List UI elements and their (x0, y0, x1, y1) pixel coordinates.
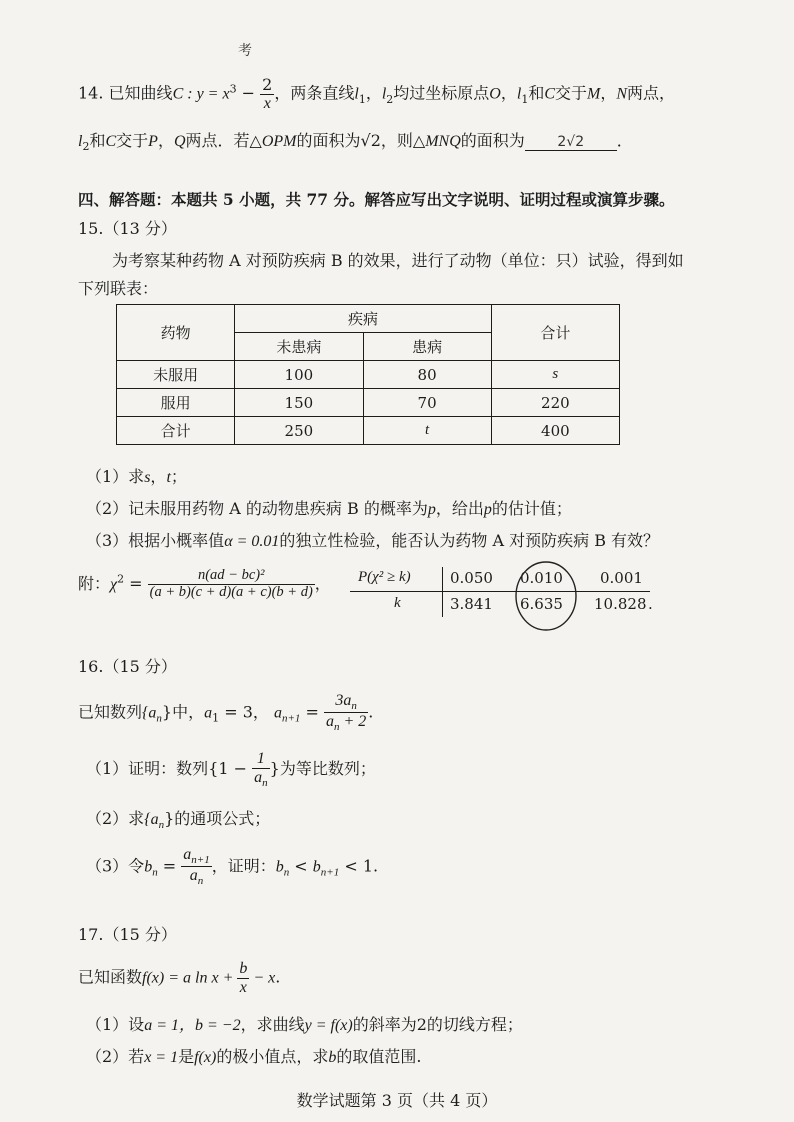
chi-square-fraction (148, 568, 315, 601)
section-heading: 四、解答题：本题共 5 小题，共 77 分。解答应写出文字说明、证明过程或演算步骤。 (78, 190, 675, 209)
header-disease-yes: 患病 (363, 333, 491, 361)
ref-vline (442, 567, 443, 617)
k-value: 10.828 (594, 595, 647, 613)
formula-sep: ， (314, 573, 331, 593)
q15-part2 (86, 496, 572, 519)
var-a: a (204, 704, 213, 722)
q15-text: （1）求 (86, 467, 145, 486)
header-total: 合计 (491, 305, 619, 361)
x-value: x = 1 (144, 1049, 179, 1066)
q15-text: ， (150, 467, 167, 486)
q15-text: ，给出 (435, 499, 484, 518)
sub: n+1 (191, 854, 210, 867)
q14-text: ， (500, 83, 517, 103)
q17-text: 是 (178, 1047, 195, 1066)
q17-part1 (86, 1012, 523, 1035)
recurrence-fraction (324, 692, 368, 734)
var-N: N (616, 85, 628, 103)
question-number: 17.（15 分） (78, 925, 177, 944)
q14-line2 (78, 128, 633, 153)
q14-end: ． (616, 131, 633, 150)
q14-text: 已知曲线 (108, 83, 173, 103)
q16-end: . (368, 702, 374, 722)
q16-text: （3）令 (86, 856, 145, 876)
q14-text: 的面积为 (460, 131, 525, 150)
seq: {a (142, 704, 157, 722)
answer-blank[interactable]: 2√2 (525, 134, 617, 151)
q16-part2 (86, 806, 270, 831)
fraction-denominator (324, 713, 368, 733)
margin-annotation: 考 (238, 43, 252, 59)
equals: = (124, 573, 148, 593)
q16-text: 中， (172, 702, 205, 722)
q17-statement (78, 960, 280, 996)
var-l: l (381, 85, 387, 103)
ref-hline (350, 591, 650, 592)
q14-text: 两点， (627, 83, 676, 103)
table-cell: 250 (235, 417, 363, 445)
q14-text: 和 (528, 83, 545, 103)
sub: 1 (212, 711, 220, 725)
fraction-numerator: 2 (262, 75, 273, 94)
q14-text: 交于 (116, 131, 149, 150)
k-value: 3.841 (450, 595, 493, 613)
q16-text: 的通项公式； (174, 809, 271, 828)
var-l: l (354, 85, 359, 103)
q14-text: 两点．若△ (185, 131, 262, 150)
q14-exp: 3 (229, 82, 237, 96)
q17-text: （1）设 (86, 1015, 145, 1034)
q16-text: （1）证明：数列 (86, 758, 209, 778)
q15-text: 的独立性检验，能否认为药物 A 对预防疾病 B 有效？ (279, 531, 660, 550)
table-cell: t (363, 417, 491, 445)
den-text: a (254, 768, 263, 786)
fraction-denominator: (a + b)(c + d)(a + c)(b + d) (149, 583, 313, 600)
table-cell: 合计 (117, 417, 235, 445)
sub: n (156, 712, 162, 725)
ineq-tail: < 1 (339, 856, 373, 876)
var-MNQ: MNQ (425, 133, 461, 150)
q14-curve: C : y = x (172, 85, 230, 103)
q15-text: ； (170, 467, 187, 486)
chi-symbol: χ (110, 575, 118, 593)
q14-sep: ， (157, 131, 174, 150)
q16-statement (78, 692, 373, 734)
sub: n (334, 721, 340, 734)
var-P: P (148, 133, 158, 150)
fraction-denominator: x (239, 978, 247, 996)
q17-end: . (275, 967, 281, 987)
sub: n (351, 700, 357, 713)
num-text: 3a (335, 692, 352, 709)
fraction-denominator: x (263, 94, 271, 112)
q17-text: 已知函数 (78, 967, 143, 987)
q14-text: 均过坐标原点 (393, 83, 490, 103)
q16-text: 已知数列 (78, 702, 143, 722)
q15-part3 (86, 528, 659, 551)
table-header-row (117, 305, 620, 333)
question-number: 16.（15 分） (78, 657, 177, 676)
fraction-numerator (181, 846, 211, 867)
seq-close: } (161, 702, 173, 722)
sub: n (262, 776, 268, 789)
den-tail: + 2 (339, 713, 367, 731)
q17-text: 的取值范围. (336, 1047, 422, 1066)
sub: 2 (386, 92, 394, 106)
ref-end: . (648, 595, 653, 613)
curve: y = f(x) (304, 1017, 353, 1034)
fraction-numerator: 1 (252, 750, 270, 769)
sub: 1 (358, 92, 366, 106)
q17-text: ，求曲线 (240, 1015, 305, 1034)
sqrt-2: √2 (360, 131, 381, 150)
q14-text: ，则△ (380, 131, 426, 150)
den-text: a (326, 713, 334, 731)
header-drug: 药物 (117, 305, 235, 361)
q15-part1 (86, 464, 187, 487)
k-value: 6.635 (520, 595, 563, 613)
q16-text: 为等比数列； (279, 758, 376, 778)
table-cell: 100 (235, 361, 363, 389)
q15-text: （3）根据小概率值 (86, 531, 225, 550)
var-M: M (587, 85, 601, 103)
var-b: b (328, 1049, 337, 1066)
var-OPM: OPM (261, 133, 297, 150)
chi-exp: 2 (117, 572, 125, 586)
table-row (117, 361, 620, 389)
p-value: 0.010 (520, 569, 563, 587)
fraction-denominator (252, 769, 270, 789)
q14-text: 的面积为 (296, 131, 361, 150)
var-b: b (275, 858, 284, 876)
var-l: l (78, 133, 83, 150)
q17-text: （2）若 (86, 1047, 145, 1066)
sub: n+1 (320, 866, 340, 879)
var-l: l (516, 85, 522, 103)
q16-part3 (86, 846, 378, 888)
fraction-numerator: b (239, 960, 248, 977)
q14-text: 和 (89, 131, 106, 150)
fraction-numerator: n(ad − bc)² (148, 568, 315, 585)
b-over-x-fraction (237, 960, 249, 996)
table-cell: 未服用 (117, 361, 235, 389)
q16-end: . (373, 856, 379, 876)
q14-comma: ， (365, 83, 382, 103)
lt: < (289, 856, 313, 876)
param-values: a = 1，b = −2 (144, 1017, 241, 1034)
table-cell: 70 (363, 389, 491, 417)
contingency-table (116, 304, 620, 445)
ref-k-label: k (394, 595, 401, 611)
ref-header-label: P(χ² ≥ k) (358, 569, 411, 585)
table-cell: 150 (235, 389, 363, 417)
q15-text: 的估计值； (491, 499, 572, 518)
sub: n+1 (281, 712, 301, 725)
var-O: O (489, 85, 501, 103)
var-a: a (273, 704, 282, 722)
q14-minus: − (241, 83, 256, 103)
var-p: p (483, 501, 492, 518)
p-value: 0.050 (450, 569, 493, 587)
q15-intro-1: 为考察某种药物 A 对预防疾病 B 的效果，进行了动物（单位：只）试验，得到如 (112, 251, 684, 270)
page-footer: 数学试题第 3 页（共 4 页） (296, 1091, 498, 1110)
function-def: f(x) = a ln x + (142, 969, 238, 987)
q15-text: （2）记未服用药物 A 的动物患疾病 B 的概率为 (86, 499, 428, 518)
sub: n (152, 866, 158, 879)
header-no-disease: 未患病 (235, 333, 363, 361)
var-t: t (166, 469, 171, 486)
table-cell: 80 (363, 361, 491, 389)
q14-sep: ， (600, 83, 617, 103)
q14-line1 (78, 76, 675, 112)
ratio-fraction (181, 846, 211, 888)
var-b: b (144, 858, 153, 876)
brace-close: } (269, 758, 280, 778)
brace-open: {1 − (208, 758, 248, 778)
table-cell: 220 (491, 389, 619, 417)
alpha-value: α = 0.01 (224, 533, 280, 550)
equals: = (157, 856, 182, 876)
q15-intro-2: 下列联表： (78, 279, 159, 298)
a1-value: = 3， (219, 702, 269, 722)
table-cell: s (491, 361, 619, 389)
appendix-label: 附： (78, 573, 111, 593)
var-b: b (312, 858, 321, 876)
table-row (117, 417, 620, 445)
function-ref: f(x) (194, 1049, 217, 1066)
p-value: 0.001 (600, 569, 643, 587)
header-disease: 疾病 (235, 305, 491, 333)
sub: n (283, 866, 290, 879)
q17-text: 的极小值点，求 (216, 1047, 329, 1066)
q17-part2 (86, 1044, 421, 1067)
table-row (117, 389, 620, 417)
reciprocal-fraction (252, 750, 270, 789)
q16-text: （2）求 (86, 809, 145, 828)
var-s: s (144, 469, 151, 486)
sub: 1 (521, 92, 529, 106)
appendix-formula (78, 568, 331, 601)
q14-fraction (260, 76, 274, 112)
fraction-denominator (181, 867, 211, 887)
question-number: 15.（13 分） (78, 219, 177, 238)
den-text: a (189, 867, 198, 885)
pencil-circle-annotation (510, 559, 582, 633)
q14-text: ，两条直线 (274, 83, 355, 103)
seq: {a (144, 811, 159, 828)
equals: = (300, 702, 324, 722)
table-cell: 服用 (117, 389, 235, 417)
q16-part1 (86, 750, 376, 789)
question-number: 14. (78, 83, 104, 103)
var-C: C (105, 133, 117, 150)
sub: n (158, 819, 165, 832)
q17-text: 的斜率为2的切线方程； (352, 1015, 523, 1034)
q14-text: 交于 (555, 83, 588, 103)
table-cell: 400 (491, 417, 619, 445)
var-C: C (544, 85, 556, 103)
q16-text: ，证明： (211, 856, 276, 876)
sub: n (197, 875, 204, 888)
function-tail: − x (249, 969, 276, 987)
num-text: a (183, 846, 192, 863)
seq-close: } (164, 809, 175, 828)
var-p: p (427, 501, 436, 518)
fraction-numerator (324, 692, 368, 713)
var-Q: Q (173, 133, 186, 150)
sub: 2 (82, 140, 90, 154)
